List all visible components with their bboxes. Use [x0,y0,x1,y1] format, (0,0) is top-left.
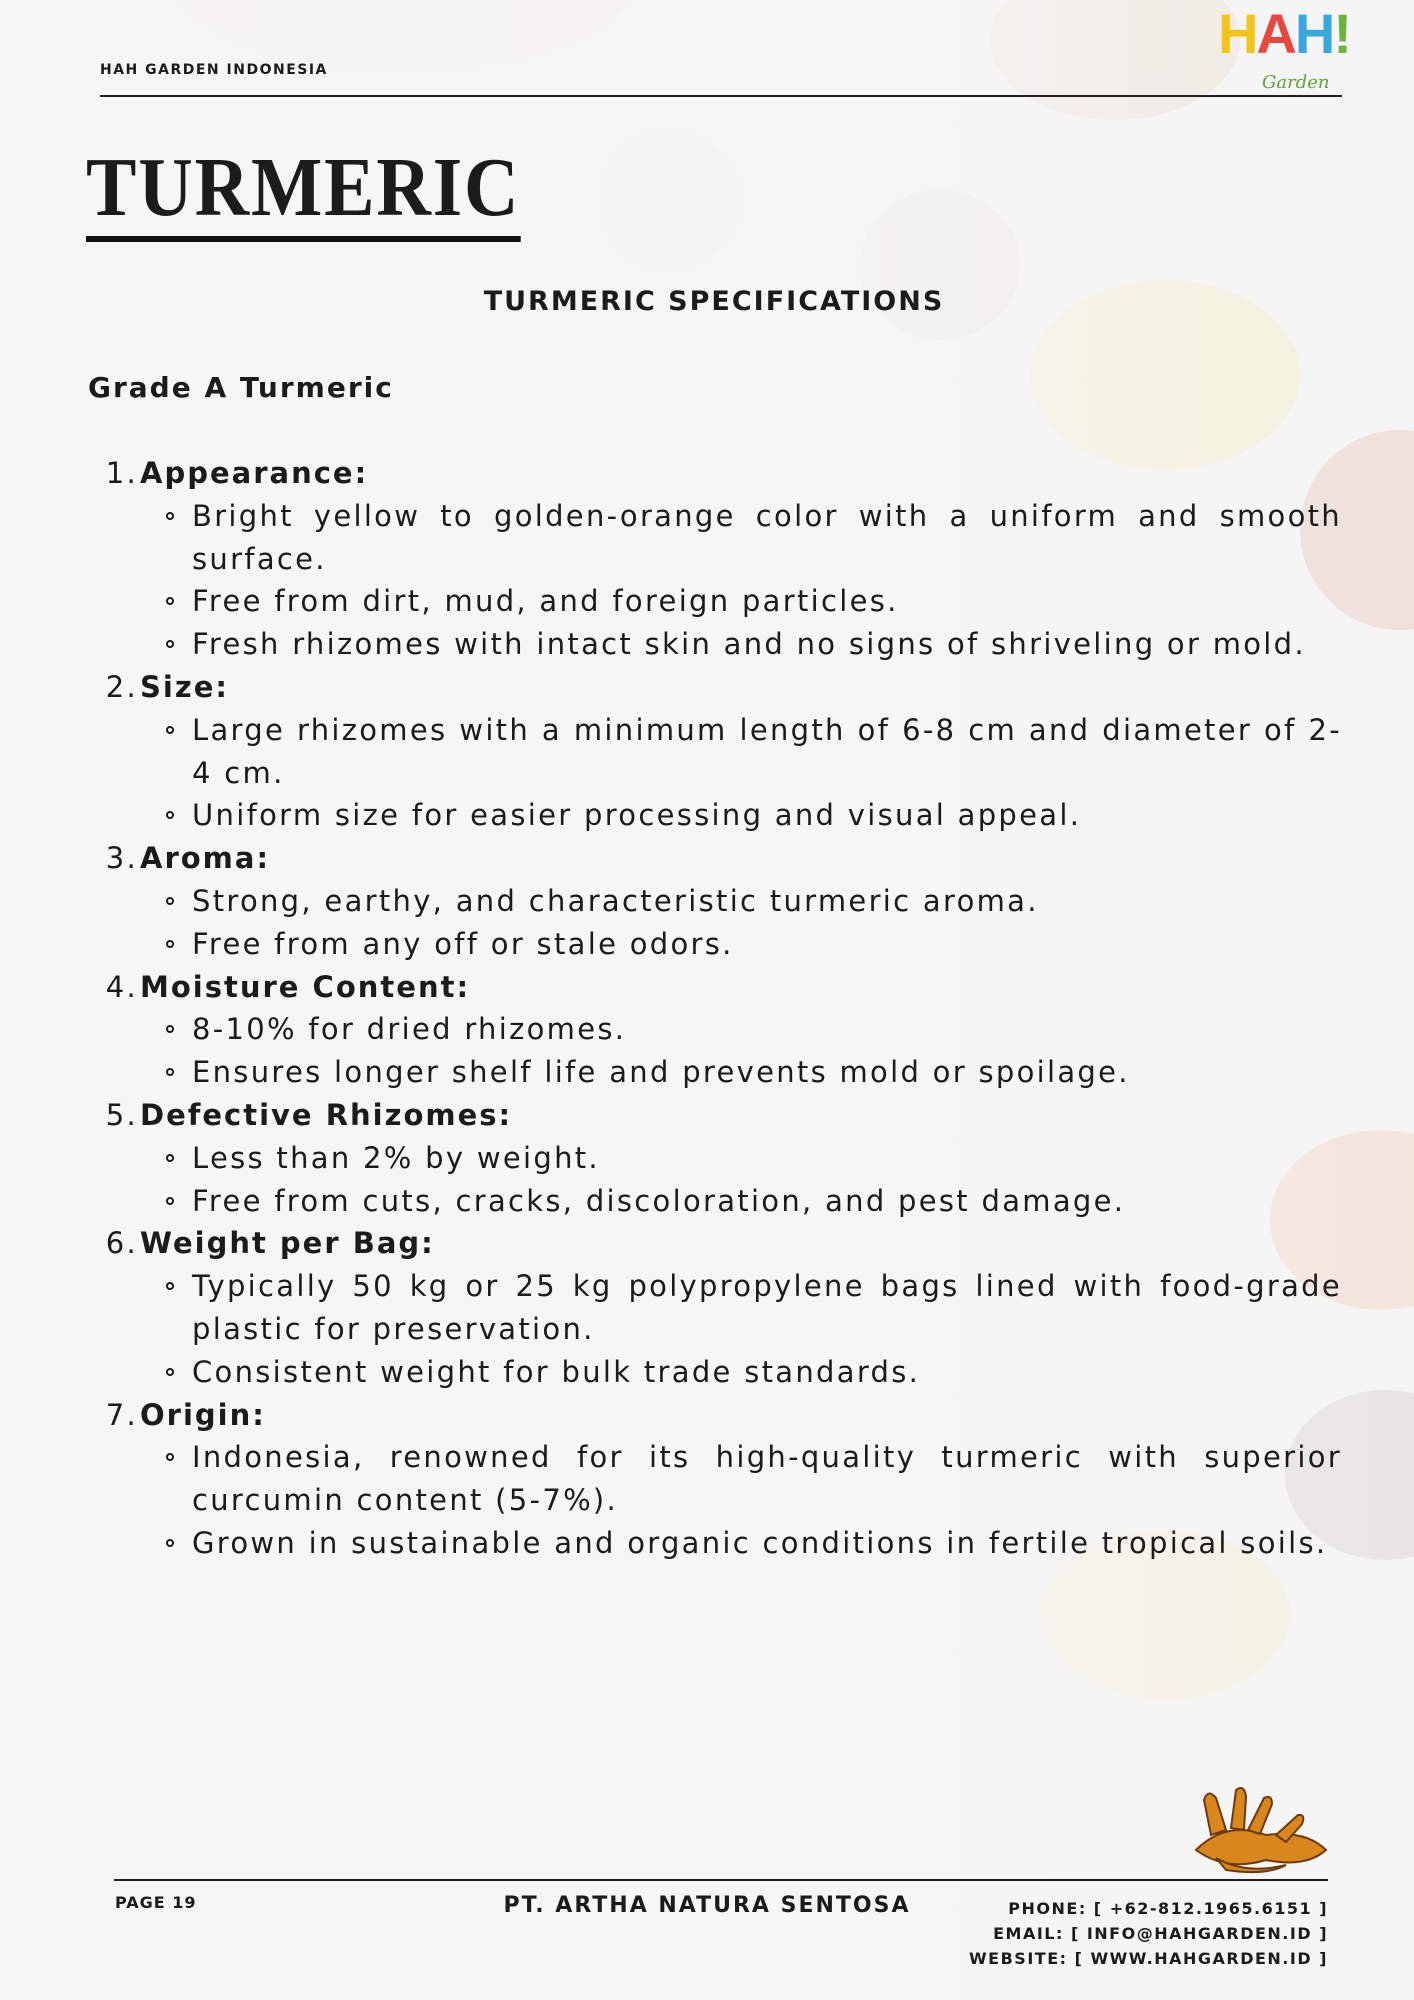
spec-point-text: Less than 2% by weight. [192,1140,600,1175]
page-number: PAGE 19 [115,1893,197,1912]
spec-point [140,1180,1342,1223]
spec-number: 5. [105,1097,138,1132]
spec-point-text: Strong, earthy, and characteristic turmeric aroma. [192,883,1039,918]
spec-item [104,1222,1342,1393]
spec-point [140,1522,1342,1565]
spec-point [140,495,1342,581]
spec-point-text: Indonesia, renowned for its high-quality turmeric with superior curcumin content (5-7%). [192,1440,1342,1518]
spec-item [104,666,1342,837]
company-name: HAH GARDEN INDONESIA [100,62,328,78]
bullet-icon [166,726,174,734]
spec-point [140,1351,1342,1394]
bullet-icon [166,1282,174,1290]
spec-point-text: Typically 50 kg or 25 kg polypropylene bags lined with food-grade plastic for preservation. [192,1269,1342,1346]
contact-email: EMAIL: [ INFO@HAHGARDEN.ID ] [993,1924,1328,1943]
page-title: TURMERIC [86,140,520,242]
spec-points [140,880,1342,966]
spec-point-text: Uniform size for easier processing and visual appeal. [192,798,1082,833]
spec-point [140,923,1342,966]
spec-number: 4. [105,969,138,1004]
spec-point [140,580,1342,623]
spec-item [104,1394,1342,1565]
bullet-icon [166,1154,174,1162]
header-divider [100,95,1342,97]
contact-website: WEBSITE: [ WWW.HAHGARDEN.ID ] [969,1949,1328,1968]
spec-heading: Aroma: [140,841,271,876]
spec-number: 6. [105,1226,138,1261]
spec-heading: Defective Rhizomes: [140,1097,513,1132]
spec-heading: Weight per Bag: [140,1226,435,1261]
bullet-icon [166,640,174,648]
spec-points [140,1008,1342,1094]
spec-item [104,1094,1342,1222]
turmeric-icon [1186,1780,1336,1875]
spec-point [140,1436,1342,1522]
bullet-icon [166,597,174,605]
spec-item [104,966,1342,1094]
spec-point-text: Free from any off or stale odors. [192,926,734,961]
spec-point [140,1265,1342,1351]
bullet-icon [166,1453,174,1461]
spec-heading: Size: [140,669,229,704]
spec-point [140,794,1342,837]
section-subtitle: TURMERIC SPECIFICATIONS [483,286,945,317]
spec-point [140,1137,1342,1180]
spec-points [140,1265,1342,1393]
contact-block [969,1896,1328,1971]
bullet-icon [166,1539,174,1547]
bullet-icon [166,512,174,520]
spec-point [140,1051,1342,1094]
spec-number: 3. [105,841,138,876]
footer-divider [114,1879,1328,1881]
bullet-icon [166,940,174,948]
spec-number: 7. [105,1397,138,1432]
spec-points [140,1137,1342,1223]
spec-points [140,1436,1342,1564]
spec-list [104,452,1342,1565]
spec-point-text: Free from dirt, mud, and foreign particles. [192,584,899,619]
spec-point [140,623,1342,666]
grade-heading: Grade A Turmeric [88,371,394,404]
spec-number: 1. [105,456,138,490]
spec-point-text: Ensures longer shelf life and prevents mold or spoilage. [192,1055,1130,1090]
spec-points [140,495,1342,666]
spec-number: 2. [105,669,138,704]
spec-point-text: Grown in sustainable and organic conditions in fertile tropical soils. [192,1525,1328,1560]
spec-point-text: Consistent weight for bulk trade standards. [192,1354,921,1389]
logo-lettering: HAH! [1218,2,1351,65]
logo-subtext: Garden [1262,72,1330,93]
footer-company-name: PT. ARTHA NATURA SENTOSA [503,1893,911,1918]
spec-point-text: Free from cuts, cracks, discoloration, and pest damage. [192,1183,1126,1218]
contact-phone: PHONE: [ +62-812.1965.6151 ] [1008,1899,1328,1918]
spec-point-text: 8-10% for dried rhizomes. [192,1012,627,1047]
spec-heading: Moisture Content: [140,969,471,1004]
hah-garden-logo [1218,2,1351,96]
spec-points [140,709,1342,837]
spec-point-text: Bright yellow to golden-orange color with a uniform and smooth surface. [192,498,1342,576]
spec-point-text: Large rhizomes with a minimum length of 6-8 cm and diameter of 2-4 cm. [192,712,1342,790]
spec-point [140,709,1342,795]
bullet-icon [166,811,174,819]
spec-item [104,837,1342,965]
spec-point-text: Fresh rhizomes with intact skin and no signs of shriveling or mold. [192,627,1306,662]
bullet-icon [166,897,174,905]
spec-point [140,880,1342,923]
bullet-icon [166,1068,174,1076]
spec-heading: Origin: [140,1397,266,1432]
spec-point [140,1008,1342,1051]
bullet-icon [166,1197,174,1205]
spec-heading: Appearance: [140,456,369,490]
bullet-icon [166,1025,174,1033]
spec-item [104,452,1342,666]
bullet-icon [166,1368,174,1376]
